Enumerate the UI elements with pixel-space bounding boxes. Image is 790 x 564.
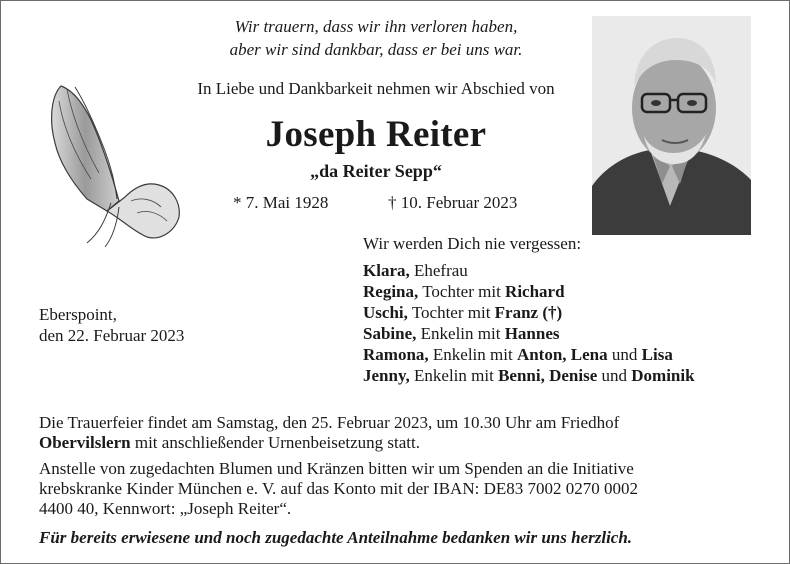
list-item: Regina, Tochter mit Richard (363, 282, 565, 301)
list-item: Ramona, Enkelin mit Anton, Lena und Lisa (363, 345, 673, 364)
quote-line-1: Wir trauern, dass wir ihn verloren haben, (234, 17, 518, 36)
funeral-location: Obervilslern (39, 433, 131, 452)
mourners-list (363, 260, 695, 386)
list-item: Jenny, Enkelin mit Benni, Denise und Dominik (363, 366, 695, 385)
memorial-quote (141, 15, 611, 61)
list-item: Sabine, Enkelin mit Hannes (363, 324, 560, 343)
intro-text: In Liebe und Dankbarkeit nehmen wir Abschied von (197, 79, 555, 98)
funeral-line-1: Die Trauerfeier findet am Samstag, den 25. Februar 2023, um 10.30 Uhr am Friedhof (39, 413, 620, 432)
deceased-nickname: „da Reiter Sepp“ (310, 161, 442, 181)
death-date: † 10. Februar 2023 (388, 193, 518, 212)
remembrance-line: Wir werden Dich nie vergessen: (363, 234, 582, 253)
funeral-notice (39, 413, 759, 453)
donation-line-2: krebskranke Kinder München e. V. auf das Konto mit der IBAN: DE83 7002 0270 0002 (39, 479, 638, 498)
place-date (39, 304, 184, 346)
place-town: Eberspoint, (39, 305, 117, 324)
quote-line-2: aber wir sind dankbar, dass er bei uns war. (229, 40, 523, 59)
thanks-line: Für bereits erwiesene und noch zugedachte Anteilnahme bedanken wir uns herzlich. (39, 528, 633, 547)
praying-hands-icon (41, 81, 183, 251)
birth-date: * 7. Mai 1928 (233, 193, 329, 212)
portrait-photo (592, 16, 751, 235)
deceased-name: Joseph Reiter (265, 114, 487, 155)
funeral-line-2: Obervilslern mit anschließender Urnenbeisetzung statt. (39, 433, 420, 452)
donation-line-3: 4400 40, Kennwort: „Joseph Reiter“. (39, 499, 292, 518)
list-item: Klara, Ehefrau (363, 261, 468, 280)
list-item: Uschi, Tochter mit Franz (†) (363, 303, 563, 322)
place-date-line: den 22. Februar 2023 (39, 326, 185, 345)
donation-line-1: Anstelle von zugedachten Blumen und Kränzen bitten wir um Spenden an die Initiative (39, 459, 634, 478)
donation-notice (39, 459, 759, 519)
